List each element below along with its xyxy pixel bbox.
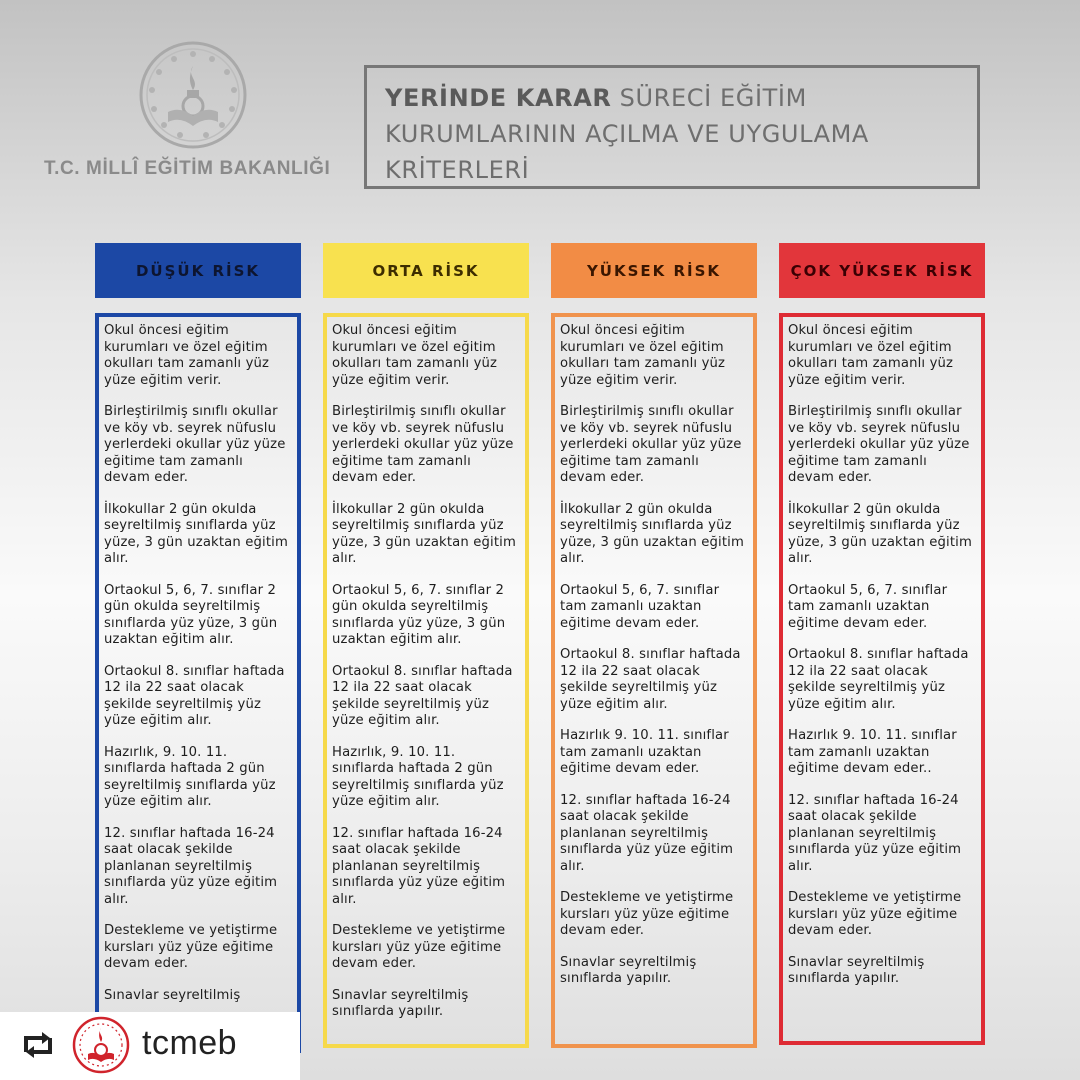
- criteria-item: Ortaokul 5, 6, 7. sınıflar 2 gün okulda seyreltilmiş sınıflarda yüz yüze, 3 gün uzaktan eğitim alır.: [332, 582, 506, 647]
- criteria-item: 12. sınıflar haftada 16-24 saat olacak şekilde planlanan seyreltilmiş sınıflarda yüz yüze eğitim alır.: [560, 792, 734, 874]
- criteria-item: İlkokullar 2 gün okulda seyreltilmiş sınıflarda yüz yüze, 3 gün uzaktan eğitim alır.: [788, 501, 972, 566]
- risk-column-low: [95, 313, 301, 1053]
- criteria-item: Hazırlık 9. 10. 11. sınıflar tam zamanlı uzaktan eğitime devam eder.: [560, 728, 729, 776]
- criteria-item: Hazırlık, 9. 10. 11. sınıflarda haftada 2 gün seyreltilmiş sınıflarda yüz yüze eğitim alır.: [332, 744, 504, 809]
- ministry-name: T.C. MİLLÎ EĞİTİM BAKANLIĞI: [44, 158, 331, 179]
- criteria-item: Destekleme ve yetiştirme kursları yüz yüze eğitime devam eder.: [560, 890, 734, 938]
- page-title-bold: YERİNDE KARAR: [385, 84, 612, 112]
- repost-icon[interactable]: [20, 1030, 56, 1060]
- criteria-item: Okul öncesi eğitim kurumları ve özel eğitim okulları tam zamanlı yüz yüze eğitim verir.: [332, 323, 498, 388]
- criteria-item: İlkokullar 2 gün okulda seyreltilmiş sınıflarda yüz yüze, 3 gün uzaktan eğitim alır.: [560, 501, 744, 566]
- risk-header-low: DÜŞÜK RİSK: [95, 243, 301, 298]
- criteria-item: İlkokullar 2 gün okulda seyreltilmiş sınıflarda yüz yüze, 3 gün uzaktan eğitim alır.: [104, 501, 288, 566]
- criteria-item: Ortaokul 8. sınıflar haftada 12 ila 22 saat olacak şekilde seyreltilmiş yüz yüze eğitim alır.: [104, 663, 285, 728]
- risk-header-high: YÜKSEK RİSK: [551, 243, 757, 298]
- criteria-item: Okul öncesi eğitim kurumları ve özel eğitim okulları tam zamanlı yüz yüze eğitim verir.: [104, 323, 270, 388]
- criteria-item: Birleştirilmiş sınıflı okullar ve köy vb. seyrek nüfuslu yerlerdeki okullar yüz yüze eğitime tam zamanlı devam eder.: [332, 404, 514, 485]
- criteria-item: Destekleme ve yetiştirme kursları yüz yüze eğitime devam eder.: [788, 890, 962, 938]
- criteria-item: Okul öncesi eğitim kurumları ve özel eğitim okulları tam zamanlı yüz yüze eğitim verir.: [788, 323, 954, 388]
- page-title-rest: SÜRECİ EĞİTİM KURUMLARININ AÇILMA VE UYGULAMA KRİTERLERİ: [385, 84, 869, 184]
- criteria-item: Ortaokul 8. sınıflar haftada 12 ila 22 saat olacak şekilde seyreltilmiş yüz yüze eğitim alır.: [788, 647, 969, 712]
- criteria-item: Birleştirilmiş sınıflı okullar ve köy vb. seyrek nüfuslu yerlerdeki okullar yüz yüze eğitime tam zamanlı devam eder.: [788, 404, 970, 485]
- criteria-item: Ortaokul 5, 6, 7. sınıflar 2 gün okulda seyreltilmiş sınıflarda yüz yüze, 3 gün uzaktan eğitim alır.: [104, 582, 278, 647]
- account-handle[interactable]: tcmeb: [142, 1024, 238, 1062]
- criteria-item: Ortaokul 8. sınıflar haftada 12 ila 22 saat olacak şekilde seyreltilmiş yüz yüze eğitim alır.: [332, 663, 513, 728]
- risk-column-medium: [323, 313, 529, 1048]
- criteria-item: Sınavlar seyreltilmiş sınıflarda yapılır.: [560, 954, 697, 986]
- criteria-item: Ortaokul 5, 6, 7. sınıflar tam zamanlı uzaktan eğitime devam eder.: [788, 582, 948, 631]
- criteria-item: Destekleme ve yetiştirme kursları yüz yüze eğitime devam eder.: [332, 923, 506, 971]
- page-title: [385, 80, 959, 188]
- criteria-item: Hazırlık, 9. 10. 11. sınıflarda haftada 2 gün seyreltilmiş sınıflarda yüz yüze eğitim alır.: [104, 744, 276, 809]
- criteria-item: Ortaokul 5, 6, 7. sınıflar tam zamanlı uzaktan eğitime devam eder.: [560, 582, 720, 631]
- ministry-emblem-icon: [138, 40, 248, 150]
- criteria-item: Sınavlar seyreltilmiş sınıflarda yapılır.: [788, 954, 925, 986]
- criteria-item: Hazırlık 9. 10. 11. sınıflar tam zamanlı uzaktan eğitime devam eder..: [788, 728, 957, 776]
- criteria-item: Sınavlar seyreltilmiş sınıflarda yapılır.: [332, 987, 469, 1019]
- criteria-item: Okul öncesi eğitim kurumları ve özel eğitim okulları tam zamanlı yüz yüze eğitim verir.: [560, 323, 726, 388]
- criteria-item: Birleştirilmiş sınıflı okullar ve köy vb. seyrek nüfuslu yerlerdeki okullar yüz yüze eğitime tam zamanlı devam eder.: [104, 404, 286, 485]
- risk-column-high: [551, 313, 757, 1048]
- criteria-item: İlkokullar 2 gün okulda seyreltilmiş sınıflarda yüz yüze, 3 gün uzaktan eğitim alır.: [332, 501, 516, 566]
- criteria-item: 12. sınıflar haftada 16-24 saat olacak şekilde planlanan seyreltilmiş sınıflarda yüz yüze eğitim alır.: [332, 825, 506, 907]
- meb-logo-icon[interactable]: [72, 1016, 130, 1074]
- criteria-item: 12. sınıflar haftada 16-24 saat olacak şekilde planlanan seyreltilmiş sınıflarda yüz yüze eğitim alır.: [788, 792, 962, 874]
- criteria-item: Destekleme ve yetiştirme kursları yüz yüze eğitime devam eder.: [104, 923, 278, 971]
- risk-header-very-high: ÇOK YÜKSEK RİSK: [779, 243, 985, 298]
- page-title-box: [364, 65, 980, 189]
- risk-header-medium: ORTA RİSK: [323, 243, 529, 298]
- criteria-item: 12. sınıflar haftada 16-24 saat olacak şekilde planlanan seyreltilmiş sınıflarda yüz yüze eğitim alır.: [104, 825, 278, 907]
- criteria-item: Ortaokul 8. sınıflar haftada 12 ila 22 saat olacak şekilde seyreltilmiş yüz yüze eğitim alır.: [560, 647, 741, 712]
- criteria-item: Birleştirilmiş sınıflı okullar ve köy vb. seyrek nüfuslu yerlerdeki okullar yüz yüze eğitime tam zamanlı devam eder.: [560, 404, 742, 485]
- risk-column-very-high: [779, 313, 985, 1045]
- criteria-item: Sınavlar seyreltilmiş: [104, 987, 241, 1003]
